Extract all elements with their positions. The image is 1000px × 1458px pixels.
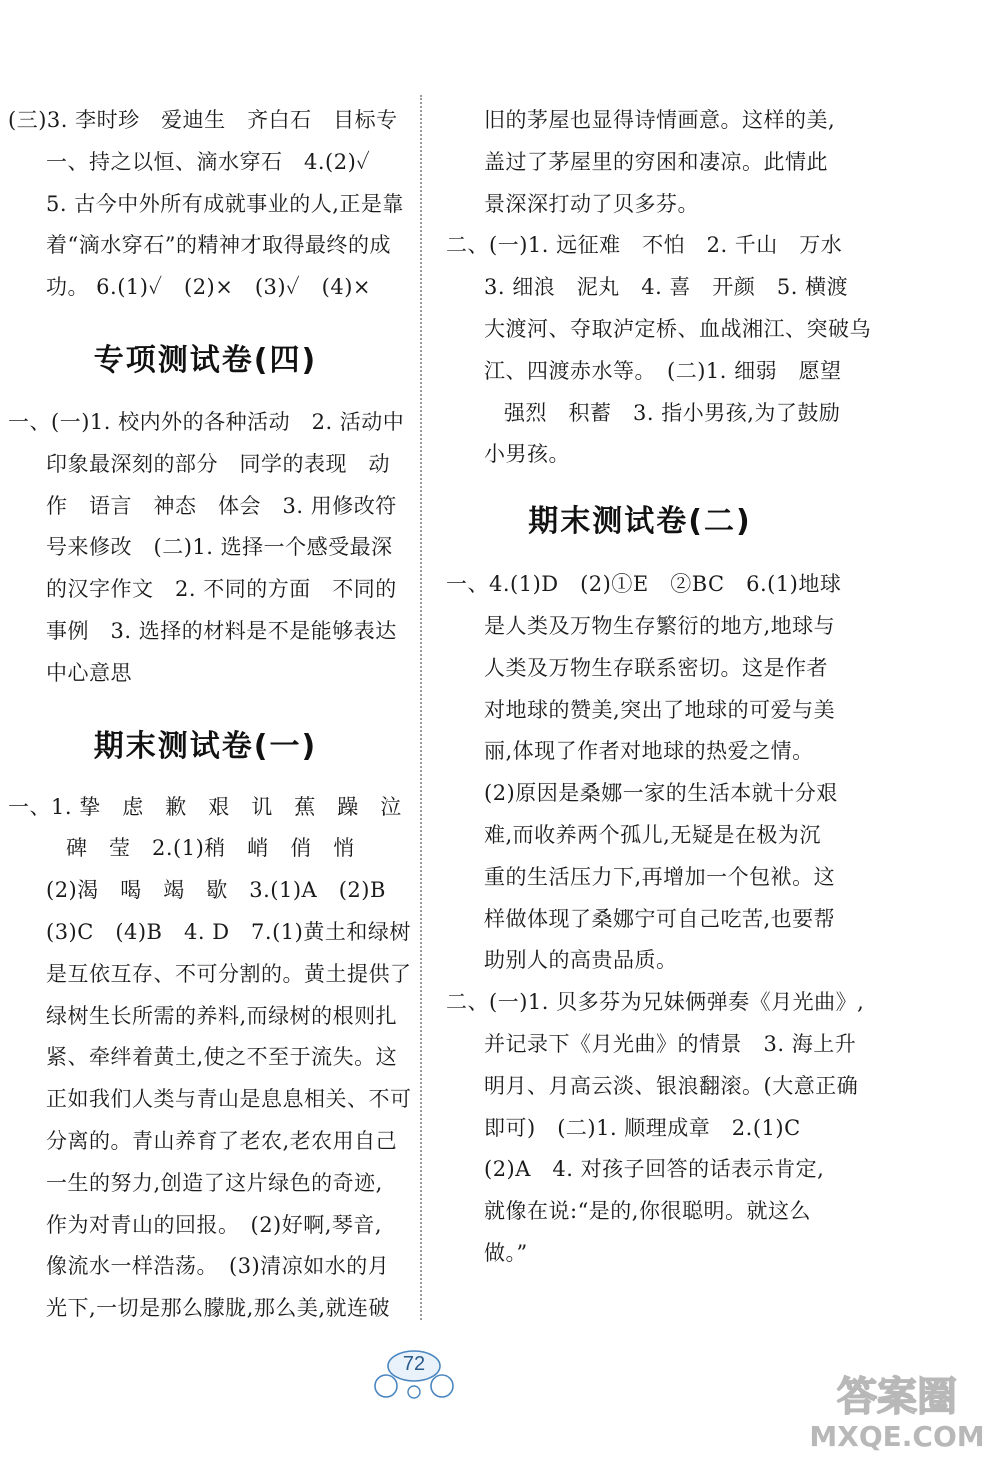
text-line: 重的生活压力下,再增加一个包袱。这 [484, 864, 836, 889]
text-line: 光下,一切是那么朦胧,那么美,就连破 [46, 1296, 391, 1321]
text-line: 旧的茅屋也显得诗情画意。这样的美, [484, 108, 836, 132]
text-line: 一生的努力,创造了这片绿色的奇迹, [46, 1170, 383, 1195]
text-line: 江、四渡赤水等。 (二)1. 细弱 愿望 [484, 358, 842, 383]
text-line: 即可) (二)1. 顺理成章 2.(1)C [484, 1115, 801, 1140]
text-line: 作 语言 神态 体会 3. 用修改符 [46, 493, 397, 518]
text-line: 正如我们人类与青山是息息相关、不可 [46, 1087, 412, 1112]
text-line: 像流水一样浩荡。 (3)清凉如水的月 [46, 1254, 390, 1279]
text-line: 的汉字作文 2. 不同的方面 不同的 [46, 577, 397, 602]
text-line: 3. 细浪 泥丸 4. 喜 开颜 5. 横渡 [484, 275, 849, 300]
text-line: 着“滴水穿石”的精神才取得最终的成 [46, 233, 391, 258]
text-line: 大渡河、夺取泸定桥、血战湘江、突破乌 [484, 316, 871, 341]
text-line: 一、持之以恒、滴水穿石 4.(2)✓ [46, 149, 371, 174]
column-divider [420, 95, 422, 1320]
text-line: (2)原因是桑娜一家的生活本就十分艰 [484, 781, 838, 806]
text-line: 事例 3. 选择的材料是不是能够表达 [46, 618, 397, 643]
watermark-icon [800, 1366, 995, 1454]
text-line: (2)A 4. 对孩子回答的话表示肯定, [484, 1157, 825, 1182]
section-title-final-test-1: 期末测试卷(一) [93, 728, 318, 764]
text-line: 分离的。青山养育了老农,老农用自己 [46, 1128, 398, 1153]
text-line: 助别人的高贵品质。 [484, 948, 678, 973]
text-line: 功。 6.(1)✓ (2)× (3)✓ (4)× [46, 275, 371, 300]
page-number: 72 [402, 1353, 426, 1375]
text-line: 小男孩。 [484, 442, 570, 467]
watermark-logo [800, 1366, 995, 1454]
text-line: 二、(一)1. 贝多芬为兄妹俩弹奏《月光曲》, [446, 990, 865, 1015]
watermark-bottom-text: MXQE.COM [809, 1420, 985, 1453]
section-title-final-test-2: 期末测试卷(二) [528, 504, 752, 540]
text-line: 盖过了茅屋里的穷困和凄凉。此情此 [484, 149, 828, 174]
text-line: 紧、牵绊着黄土,使之不至于流失。这 [46, 1045, 398, 1070]
text-line: 难,而收养两个孤儿,无疑是在极为沉 [484, 822, 821, 847]
text-line: 是互依互存、不可分割的。黄土提供了 [46, 961, 412, 986]
text-line: 绿树生长所需的养料,而绿树的根则扎 [46, 1003, 398, 1028]
left-column [8, 100, 412, 1330]
text-line: 就像在说:“是的,你很聪明。就这么 [484, 1199, 811, 1224]
section-title-special-test-4: 专项测试卷(四) [93, 342, 318, 378]
text-line: 是人类及万物生存繁衍的地方,地球与 [484, 613, 836, 638]
text-line: 印象最深刻的部分 同学的表现 动 [46, 451, 390, 476]
text-line: 二、(一)1. 远征难 不怕 2. 千山 万水 [446, 233, 843, 258]
page-number-badge [368, 1348, 460, 1408]
text-line: 做。” [484, 1240, 528, 1265]
text-line: 对地球的赞美,突出了地球的可爱与美 [484, 697, 836, 722]
text-line: 一、1. 挚 虑 歉 艰 讥 蕉 躁 泣 [8, 794, 402, 819]
right-column [446, 100, 871, 1275]
watermark-top-text: 答案圈 [837, 1374, 957, 1420]
text-line: 人类及万物生存联系密切。这是作者 [484, 655, 828, 680]
text-line: 一、(一)1. 校内外的各种活动 2. 活动中 [8, 409, 405, 434]
text-line: (三)3. 李时珍 爱迪生 齐白石 目标专 [8, 108, 398, 132]
text-line: 作为对青山的回报。 (2)好啊,琴音, [46, 1212, 383, 1237]
text-line: 中心意思 [46, 660, 132, 685]
text-line: (3)C (4)B 4. D 7.(1)黄土和绿树 [46, 919, 411, 944]
text-line: 强烈 积蓄 3. 指小男孩,为了鼓励 [504, 400, 841, 425]
text-line: 号来修改 (二)1. 选择一个感受最深 [46, 535, 393, 560]
text-line: 一、4.(1)D (2)①E ②BC 6.(1)地球 [446, 572, 842, 597]
text-line: 并记录下《月光曲》的情景 3. 海上升 [484, 1031, 857, 1056]
text-line: 5. 古今中外所有成就事业的人,正是靠 [46, 191, 404, 216]
text-line: (2)渴 喝 竭 歇 3.(1)A (2)B [46, 878, 386, 903]
text-line: 丽,体现了作者对地球的热爱之情。 [484, 739, 814, 764]
text-line: 明月、月高云淡、银浪翻滚。(大意正确 [484, 1073, 859, 1098]
text-line: 样做体现了桑娜宁可自己吃苦,也要帮 [484, 906, 836, 931]
text-line: 景深深打动了贝多芬。 [484, 191, 699, 216]
text-line: 碑 莹 2.(1)稍 峭 俏 悄 [66, 836, 355, 861]
